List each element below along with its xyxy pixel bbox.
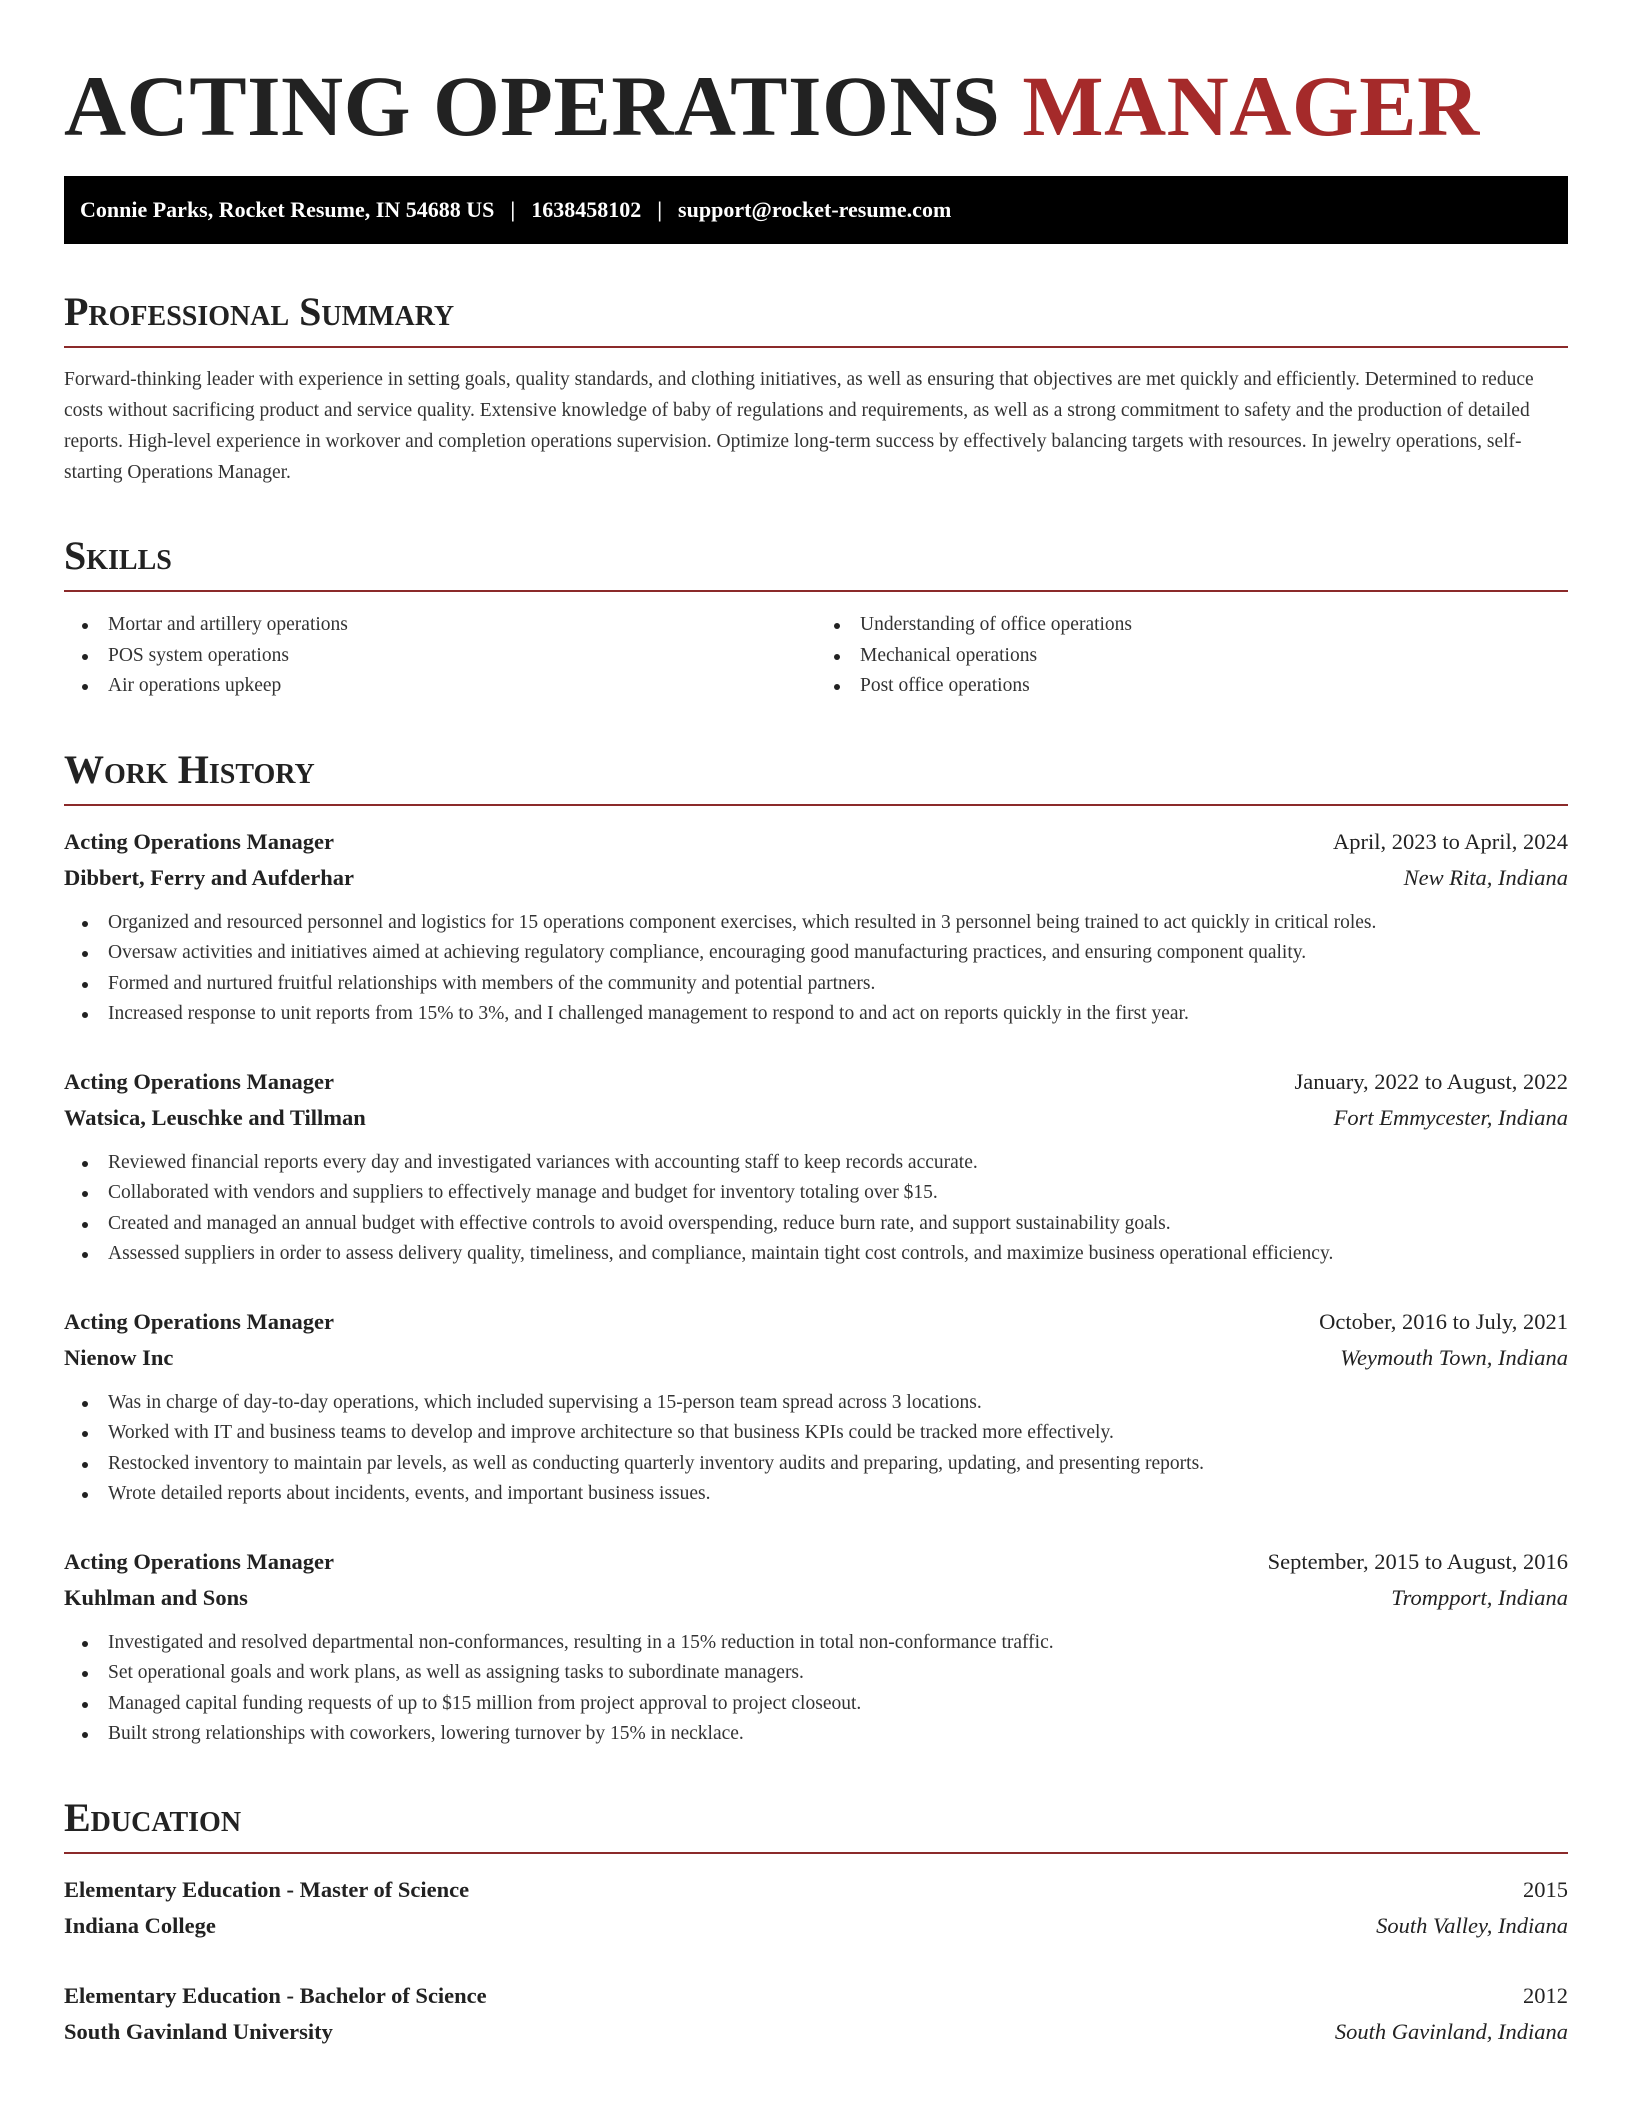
job-title: Acting Operations Manager — [64, 1548, 334, 1574]
job-bullet: Worked with IT and business teams to develop and improve architecture so that business KPIs could be tracked more effectively. — [64, 1418, 1568, 1449]
job-header-row — [64, 824, 1568, 860]
job-entry — [64, 1064, 1568, 1270]
job-bullet: Set operational goals and work plans, as well as assigning tasks to subordinate managers. — [64, 1658, 1568, 1689]
job-company-row — [64, 860, 1568, 896]
job-title: Acting Operations Manager — [64, 1068, 334, 1094]
skill-item: Air operations upkeep — [64, 671, 816, 702]
skill-item: Understanding of office operations — [816, 610, 1568, 641]
job-entry — [64, 824, 1568, 1030]
job-bullet: Formed and nurtured fruitful relationships with members of the community and potential partners. — [64, 969, 1568, 1000]
summary-text: Forward-thinking leader with experience in setting goals, quality standards, and clothing initiatives, as well as ensuring that objectives are met quickly and efficiently. Determined to reduce costs without sacrificing product and service quality. Extensive knowledge of baby of regulations and requirements, as well as a strong commitment to safety and the production of detailed reports. High-level experience in workover and completion operations supervision. Optimize long-term success by effectively balancing targets with resources. In jewelry operations, self-starting Operations Manager. — [64, 369, 1534, 483]
contact-bar — [64, 176, 1568, 244]
job-bullet: Assessed suppliers in order to assess delivery quality, timeliness, and compliance, maintain tight cost controls, and maximize business operational efficiency. — [64, 1239, 1568, 1270]
contact-phone: 1638458102 — [531, 197, 642, 222]
job-location: Weymouth Town, Indiana — [1340, 1344, 1568, 1370]
job-company: Watsica, Leuschke and Tillman — [64, 1104, 366, 1130]
education-degree-row — [64, 1978, 1568, 2014]
job-company: Nienow Inc — [64, 1344, 174, 1370]
education-location: South Gavinland, Indiana — [1334, 2018, 1568, 2044]
education-school: Indiana College — [64, 1912, 216, 1938]
job-bullet: Collaborated with vendors and suppliers to effectively manage and budget for inventory totaling over $15. — [64, 1178, 1568, 1209]
work-heading: Work History — [64, 746, 1568, 806]
job-bullets — [64, 908, 1568, 1030]
education-heading: Education — [64, 1794, 1568, 1854]
contact-address: Connie Parks, Rocket Resume, IN 54688 US — [80, 197, 495, 222]
job-location: New Rita, Indiana — [1403, 864, 1568, 890]
job-title: Acting Operations Manager — [64, 1308, 334, 1334]
job-bullet: Reviewed financial reports every day and investigated variances with accounting staff to keep records accurate. — [64, 1148, 1568, 1179]
job-bullet: Managed capital funding requests of up to $15 million from project approval to project closeout. — [64, 1689, 1568, 1720]
job-entry — [64, 1304, 1568, 1510]
job-bullet: Wrote detailed reports about incidents, events, and important business issues. — [64, 1479, 1568, 1510]
job-title: Acting Operations Manager — [64, 828, 334, 854]
job-company: Kuhlman and Sons — [64, 1584, 248, 1610]
job-header-row — [64, 1064, 1568, 1100]
job-company-row — [64, 1580, 1568, 1616]
job-entry — [64, 1544, 1568, 1750]
education-school-row — [64, 1908, 1568, 1944]
job-dates: September, 2015 to August, 2016 — [1267, 1548, 1568, 1574]
education-degree: Elementary Education - Master of Science — [64, 1876, 470, 1902]
title-main: ACTING OPERATIONS — [64, 58, 1001, 154]
job-company-row — [64, 1100, 1568, 1136]
skills-list-left — [64, 610, 816, 702]
job-bullet: Restocked inventory to maintain par levels, as well as conducting quarterly inventory audits and preparing, updating, and presenting reports. — [64, 1449, 1568, 1480]
skills-section — [64, 532, 1568, 702]
education-year: 2012 — [1523, 1982, 1568, 2008]
contact-email: support@rocket-resume.com — [678, 197, 952, 222]
job-bullets — [64, 1388, 1568, 1510]
education-section — [64, 1794, 1568, 2050]
title-accent: MANAGER — [1022, 58, 1480, 154]
job-bullet: Was in charge of day-to-day operations, which included supervising a 15-person team spread across 3 locations. — [64, 1388, 1568, 1419]
job-company: Dibbert, Ferry and Aufderhar — [64, 864, 354, 890]
skill-item: POS system operations — [64, 641, 816, 672]
job-bullets — [64, 1148, 1568, 1270]
job-location: Trompport, Indiana — [1391, 1584, 1568, 1610]
skill-item: Mechanical operations — [816, 641, 1568, 672]
job-bullets — [64, 1628, 1568, 1750]
education-degree: Elementary Education - Bachelor of Science — [64, 1982, 487, 2008]
education-school: South Gavinland University — [64, 2018, 333, 2044]
contact-separator: | — [510, 197, 516, 222]
skill-item: Mortar and artillery operations — [64, 610, 816, 641]
summary-section — [64, 288, 1568, 488]
skill-item: Post office operations — [816, 671, 1568, 702]
work-section — [64, 746, 1568, 1750]
job-bullet: Created and managed an annual budget with effective controls to avoid overspending, reduce burn rate, and support sustainability goals. — [64, 1209, 1568, 1240]
job-bullet: Increased response to unit reports from 15% to 3%, and I challenged management to respond to and act on reports quickly in the first year. — [64, 999, 1568, 1030]
job-header-row — [64, 1304, 1568, 1340]
contact-separator: | — [657, 197, 663, 222]
education-degree-row — [64, 1872, 1568, 1908]
summary-heading: Professional Summary — [64, 288, 1568, 348]
job-bullet: Oversaw activities and initiatives aimed at achieving regulatory compliance, encouraging good manufacturing practices, and ensuring component quality. — [64, 938, 1568, 969]
education-school-row — [64, 2014, 1568, 2050]
job-dates: January, 2022 to August, 2022 — [1294, 1068, 1568, 1094]
education-entry — [64, 1872, 1568, 1944]
job-bullet: Built strong relationships with coworkers, lowering turnover by 15% in necklace. — [64, 1719, 1568, 1750]
job-dates: October, 2016 to July, 2021 — [1319, 1308, 1568, 1334]
skills-list-right — [816, 610, 1568, 702]
job-location: Fort Emmycester, Indiana — [1333, 1104, 1568, 1130]
education-year: 2015 — [1523, 1876, 1568, 1902]
job-company-row — [64, 1340, 1568, 1376]
job-bullet: Organized and resourced personnel and logistics for 15 operations component exercises, which resulted in 3 personnel being trained to act quickly in critical roles. — [64, 908, 1568, 939]
job-dates: April, 2023 to April, 2024 — [1333, 828, 1568, 854]
page-title — [64, 56, 1568, 156]
job-bullet: Investigated and resolved departmental non-conformances, resulting in a 15% reduction in total non-conformance traffic. — [64, 1628, 1568, 1659]
job-header-row — [64, 1544, 1568, 1580]
education-entry — [64, 1978, 1568, 2050]
skills-grid — [64, 610, 1568, 702]
skills-heading: Skills — [64, 532, 1568, 592]
education-location: South Valley, Indiana — [1376, 1912, 1568, 1938]
